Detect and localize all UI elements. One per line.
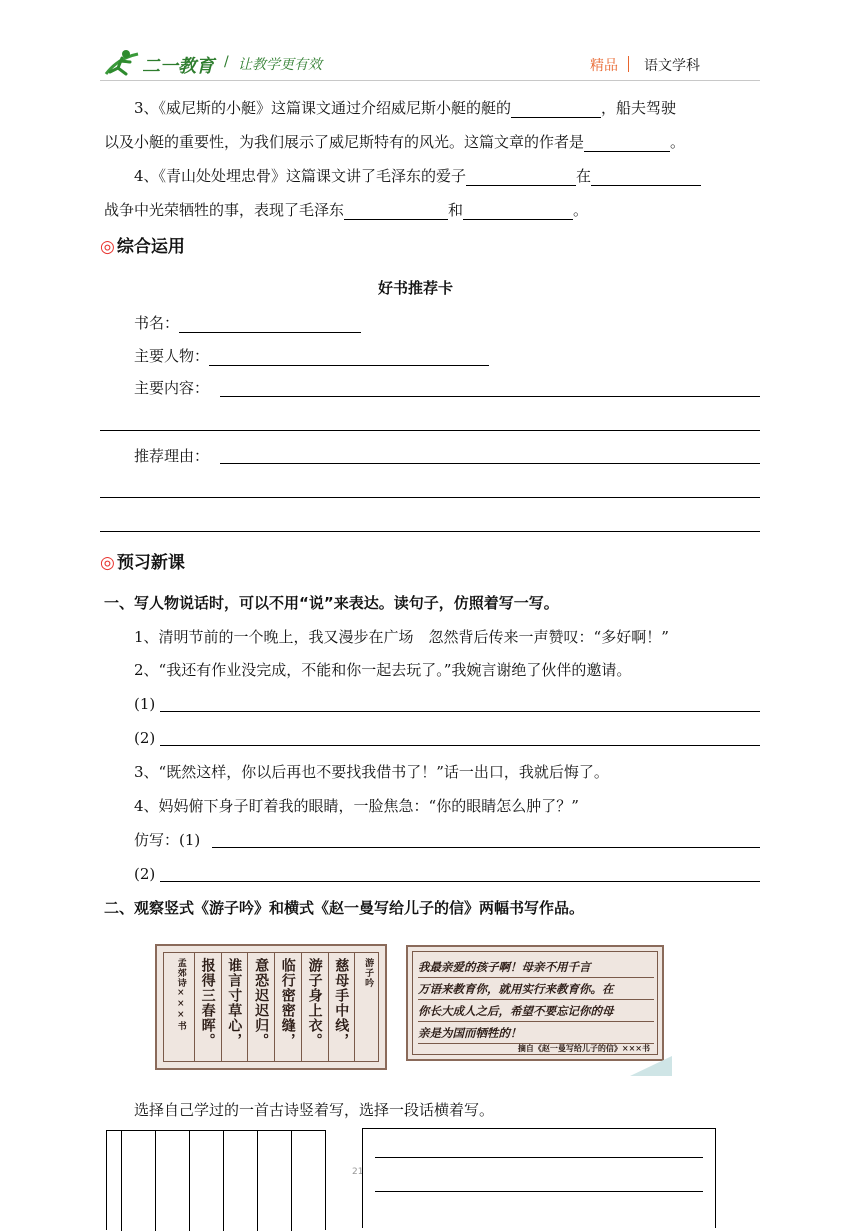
q3-line1 bbox=[134, 97, 676, 118]
grid-col-line bbox=[291, 1131, 292, 1231]
slogan: 让教学更有效 bbox=[238, 57, 322, 73]
header-rule bbox=[100, 80, 760, 81]
header-divider bbox=[628, 56, 629, 72]
q4-blank4[interactable] bbox=[463, 199, 573, 220]
bullseye-icon: ◎ bbox=[100, 553, 115, 573]
answer-line-1[interactable] bbox=[160, 711, 760, 712]
quality-badge: 精品 bbox=[590, 58, 618, 74]
horizontal-calligraphy-image bbox=[406, 945, 664, 1061]
page-number: 21 bbox=[352, 1167, 364, 1177]
grid-col-line bbox=[257, 1131, 258, 1231]
q3-text2: ，船夫驾驶 bbox=[601, 99, 677, 117]
q3-text3: 以及小艇的重要性，为我们展示了威尼斯特有的风光。这篇文章的作者是 bbox=[104, 133, 585, 151]
q3-blank2[interactable] bbox=[584, 131, 670, 152]
q4-end: 。 bbox=[573, 201, 589, 219]
section-apply-title bbox=[100, 236, 185, 258]
bullseye-icon: ◎ bbox=[100, 237, 115, 257]
q4-blank1[interactable] bbox=[466, 165, 576, 186]
answer-line-2[interactable] bbox=[160, 745, 760, 746]
content-field-1[interactable] bbox=[220, 396, 760, 397]
column-separator bbox=[247, 952, 248, 1062]
grid-row-line bbox=[375, 1157, 703, 1158]
q3-text1: 3、《威尼斯的小艇》这篇课文通过介绍威尼斯小艇的艇的 bbox=[134, 99, 512, 117]
q4-text1: 4、《青山处处埋忠骨》这篇课文讲了毛泽东的爱子 bbox=[134, 167, 467, 185]
q4-blank2[interactable] bbox=[591, 165, 701, 186]
task2-title: 二、观察竖式《游子吟》和横式《赵一曼写给儿子的信》两幅书写作品。 bbox=[104, 899, 585, 917]
horizontal-calligraphy-line: 亲是为国而牺牲的！ bbox=[418, 1023, 654, 1044]
column-separator bbox=[274, 952, 275, 1062]
content-field-2[interactable] bbox=[100, 430, 760, 431]
grid-col-line bbox=[155, 1131, 156, 1231]
logo-text: 二一教育 bbox=[142, 56, 214, 77]
characters-label: 主要人物： bbox=[134, 347, 210, 365]
reason-row bbox=[134, 446, 209, 466]
grid-col-line bbox=[121, 1131, 122, 1231]
vertical-writing-grid[interactable] bbox=[106, 1130, 326, 1230]
subject-label: 语文学科 bbox=[644, 58, 700, 74]
section-preview-label: 预习新课 bbox=[116, 553, 185, 573]
q4-text4: 和 bbox=[448, 201, 464, 219]
book-name-field[interactable] bbox=[179, 312, 361, 333]
q3-blank1[interactable] bbox=[511, 97, 601, 118]
grid-row-line bbox=[375, 1191, 703, 1192]
vertical-calligraphy-column: 游子身上衣。 bbox=[306, 958, 323, 1048]
sentence-2: 2、“我还有作业没完成，不能和你一起去玩了。”我婉言谢绝了伙伴的邀请。 bbox=[134, 661, 632, 679]
horizontal-calligraphy-line: 我最亲爱的孩子啊！母亲不用千言 bbox=[418, 957, 654, 978]
content-row bbox=[134, 378, 209, 398]
blank1-label: (1) bbox=[134, 695, 156, 713]
horizontal-writing-grid[interactable] bbox=[362, 1128, 716, 1228]
blank2-label: (2) bbox=[134, 729, 156, 747]
vertical-calligraphy-column: 谁言寸草心， bbox=[226, 958, 243, 1048]
column-separator bbox=[354, 952, 355, 1062]
book-name-row bbox=[134, 312, 361, 333]
vertical-calligraphy-column: 孟郊诗×××书 bbox=[175, 958, 186, 1031]
grid-col-line bbox=[223, 1131, 224, 1231]
reason-label: 推荐理由： bbox=[134, 447, 210, 465]
characters-row bbox=[134, 345, 489, 366]
section-apply-label: 综合运用 bbox=[116, 237, 185, 257]
column-separator bbox=[328, 952, 329, 1062]
horizontal-calligraphy-line: 万语来教育你，就用实行来教育你。在 bbox=[418, 979, 654, 1000]
sentence-3: 3、“既然这样，你以后再也不要找我借书了！”话一出口，我就后悔了。 bbox=[134, 763, 609, 781]
horizontal-calligraphy-signature: 摘自《赵一曼写给儿子的信》×××书 bbox=[517, 1043, 650, 1053]
vertical-calligraphy-column: 报得三春晖。 bbox=[199, 958, 216, 1048]
header bbox=[100, 44, 760, 84]
vertical-calligraphy-column: 游子吟 bbox=[363, 958, 374, 988]
content-label: 主要内容： bbox=[134, 379, 210, 397]
q4-blank3[interactable] bbox=[344, 199, 448, 220]
sentence-4: 4、妈妈俯下身子盯着我的眼睛，一脸焦急：“你的眼睛怎么肿了？” bbox=[134, 797, 579, 815]
imitate2-label: (2) bbox=[134, 865, 156, 883]
horizontal-calligraphy-line: 你长大成人之后，希望不要忘记你的母 bbox=[418, 1001, 654, 1022]
instruction-text: 选择自己学过的一首古诗竖着写，选择一段话横着写。 bbox=[134, 1101, 495, 1119]
imitate-line-2[interactable] bbox=[160, 881, 760, 882]
slogan-divider: / bbox=[224, 54, 229, 70]
reason-field-2[interactable] bbox=[100, 497, 760, 498]
characters-field[interactable] bbox=[209, 345, 489, 366]
q3-end: 。 bbox=[670, 133, 686, 151]
q4-line1 bbox=[134, 165, 701, 186]
column-separator bbox=[301, 952, 302, 1062]
imitate-label: 仿写：(1) bbox=[134, 831, 201, 849]
logo-icon bbox=[104, 48, 142, 78]
card-title: 好书推荐卡 bbox=[378, 279, 454, 297]
vertical-calligraphy-image bbox=[155, 944, 387, 1070]
vertical-calligraphy-column: 意恐迟迟归。 bbox=[253, 958, 270, 1048]
q4-line2 bbox=[104, 199, 588, 220]
reason-field-3[interactable] bbox=[100, 531, 760, 532]
column-separator bbox=[194, 952, 195, 1062]
section-preview-title bbox=[100, 552, 185, 574]
q3-line2 bbox=[104, 131, 685, 152]
grid-col-line bbox=[189, 1131, 190, 1231]
book-name-label: 书名： bbox=[134, 314, 180, 332]
imitate-line-1[interactable] bbox=[212, 847, 760, 848]
task1-title: 一、写人物说话时，可以不用“说”来表达。读句子，仿照着写一写。 bbox=[104, 594, 559, 612]
sentence-1: 1、清明节前的一个晚上，我又漫步在广场 忽然背后传来一声赞叹：“多好啊！” bbox=[134, 628, 669, 646]
column-separator bbox=[221, 952, 222, 1062]
reason-field-1[interactable] bbox=[220, 463, 760, 464]
vertical-calligraphy-column: 临行密密缝， bbox=[279, 958, 296, 1048]
q4-text3: 战争中光荣牺牲的事，表现了毛泽东 bbox=[104, 201, 345, 219]
q4-text2: 在 bbox=[576, 167, 592, 185]
vertical-calligraphy-column: 慈母手中线， bbox=[333, 958, 350, 1048]
